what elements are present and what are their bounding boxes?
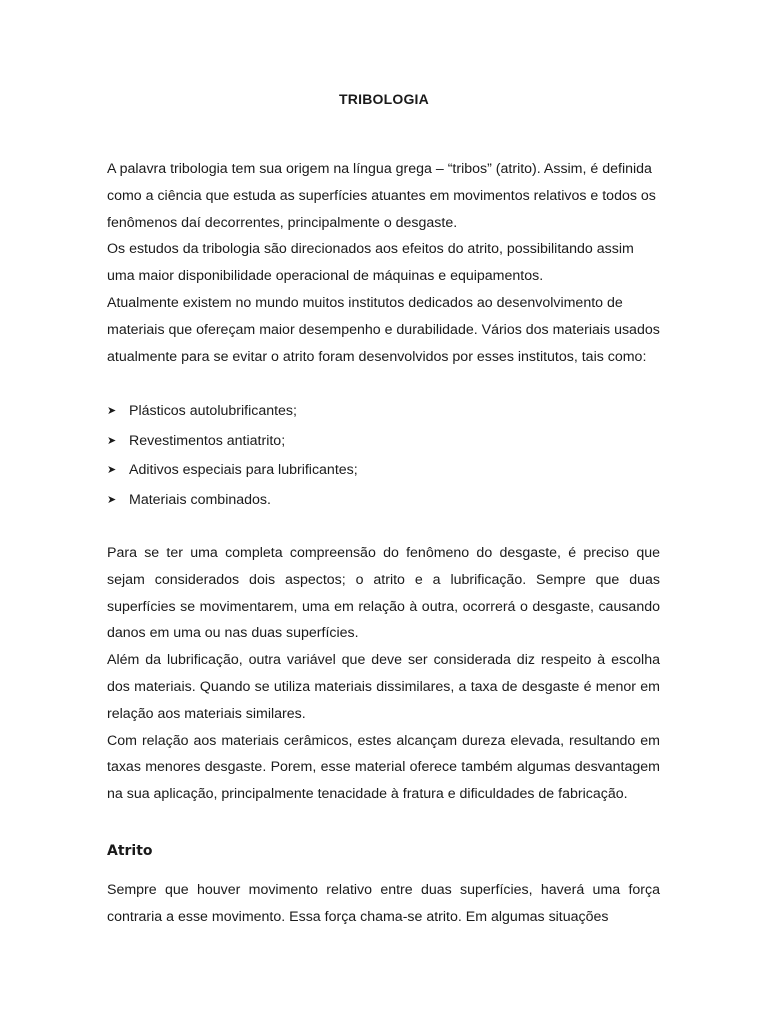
list-item	[107, 486, 660, 516]
arrow-bullet-icon: ➤	[107, 405, 117, 417]
list-item	[107, 397, 660, 427]
list-item	[107, 456, 660, 486]
arrow-bullet-icon: ➤	[107, 434, 117, 447]
list-item-label: Aditivos especiais para lubrificantes;	[129, 462, 358, 479]
intro-paragraph-2: Os estudos da tribologia são direcionados aos efeitos do atrito, possibilitando assim uma maior disponibilidade operacional de máquinas e equipamentos.	[107, 241, 634, 285]
list-item-label: Revestimentos antiatrito;	[129, 432, 286, 449]
body-paragraph-2: Além da lubrificação, outra variável que deve ser considerada diz respeito à escolha dos materiais. Quando se utiliza materiais dissimilares, a taxa de desgaste é menor em relação aos materiais similares.	[107, 652, 660, 722]
arrow-bullet-icon: ➤	[107, 464, 117, 477]
list-item	[107, 427, 660, 457]
section-paragraph: Sempre que houver movimento relativo entre duas superfícies, haverá uma força contraria a esse movimento. Essa força chama-se atrito. Em algumas situações	[107, 882, 660, 925]
body-paragraph-1: Para se ter uma completa compreensão do fenômeno do desgaste, é preciso que sejam considerados dois aspectos; o atrito e a lubrificação. Sempre que duas superfícies se movimentarem, uma em relação à outra, ocorrerá o desgaste, causando danos em uma ou nas duas superfícies.	[107, 545, 660, 642]
materials-list	[107, 397, 660, 515]
body-section	[107, 540, 660, 808]
intro-section	[107, 156, 660, 370]
intro-paragraph-1: A palavra tribologia tem sua origem na língua grega – “tribos” (atrito). Assim, é definida como a ciência que estuda as superfícies atuantes em movimentos relativos e todos os fenômenos daí decorrentes, principalmente o desgaste.	[107, 161, 656, 231]
section-body	[107, 877, 660, 931]
body-paragraph-3: Com relação aos materiais cerâmicos, estes alcançam dureza elevada, resultando em taxas menores desgaste. Porem, esse material oferece também algumas desvantagem na sua aplicação, principalmente tenacidade à fratura e dificuldades de fabricação.	[107, 732, 660, 803]
page-title: TRIBOLOGIA	[339, 91, 429, 107]
intro-paragraph-3: Atualmente existem no mundo muitos institutos dedicados ao desenvolvimento de materiais que ofereçam maior desempenho e durabilidade. Vários dos materiais usados atualmente para se evitar o atrito foram desenvolvidos por esses institutos, tais como:	[107, 294, 660, 365]
list-item-label: Materiais combinados.	[129, 491, 271, 508]
section-heading: Atrito	[107, 843, 153, 859]
arrow-bullet-icon: ➤	[107, 493, 117, 506]
list-item-label: Plásticos autolubrificantes;	[129, 403, 297, 419]
